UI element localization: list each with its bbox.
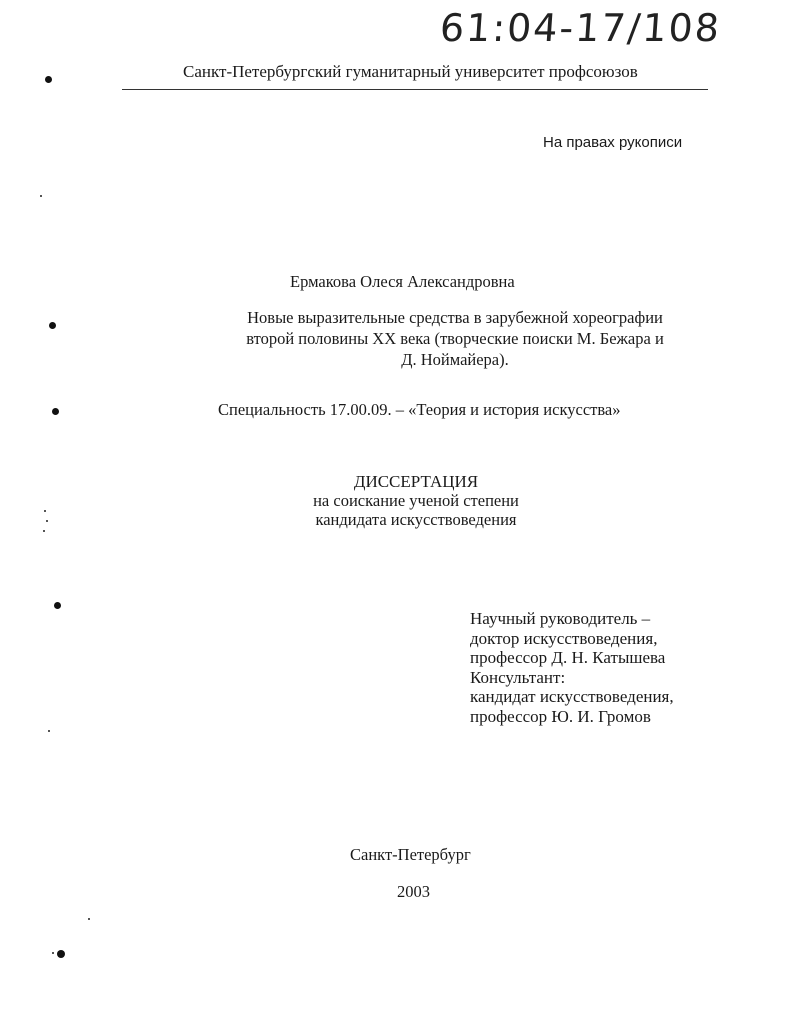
advisors-block — [470, 609, 674, 726]
scan-speck — [44, 510, 46, 512]
title-line: второй половины XX века (творческие поиски М. Бежара и — [246, 329, 664, 348]
scan-speck — [43, 530, 45, 532]
header-rule — [122, 89, 708, 90]
binder-hole-mark — [52, 408, 59, 415]
scan-speck — [52, 952, 54, 954]
advisor-line: Консультант: — [470, 667, 566, 687]
manuscript-rights-note: На правах рукописи — [543, 134, 683, 151]
dissertation-block — [290, 472, 542, 529]
scan-speck — [48, 730, 50, 732]
scan-speck — [88, 918, 90, 920]
advisor-line: кандидат искусствоведения, — [470, 687, 674, 706]
scan-speck — [40, 195, 42, 197]
city: Санкт-Петербург — [350, 845, 471, 864]
degree-line: на соискание ученой степени — [313, 491, 519, 510]
dissertation-title — [228, 307, 682, 370]
dissertation-heading: ДИССЕРТАЦИЯ — [353, 472, 479, 491]
title-line: Д. Ноймайера). — [401, 350, 509, 369]
binder-hole-mark — [49, 322, 56, 329]
author-name: Ермакова Олеся Александровна — [290, 272, 515, 291]
title-line: Новые выразительные средства в зарубежной хореографии — [247, 308, 663, 327]
advisor-line: профессор Ю. И. Громов — [470, 706, 651, 726]
advisor-line: Научный руководитель – — [470, 609, 651, 628]
binder-hole-mark — [54, 602, 61, 609]
scan-speck — [46, 520, 48, 522]
handwritten-archive-stamp: 61:04-17/108 — [438, 6, 723, 50]
advisor-line: профессор Д. Н. Катышева — [470, 648, 666, 667]
binder-hole-mark — [57, 950, 65, 958]
advisor-line: доктор искусствоведения, — [470, 628, 658, 648]
university-name: Санкт-Петербургский гуманитарный университет профсоюзов — [183, 62, 638, 81]
year: 2003 — [397, 882, 430, 901]
degree-line: кандидата искусствоведения — [315, 510, 517, 529]
specialty-line: Специальность 17.00.09. – «Теория и история искусства» — [218, 400, 621, 419]
binder-hole-mark — [45, 76, 52, 83]
